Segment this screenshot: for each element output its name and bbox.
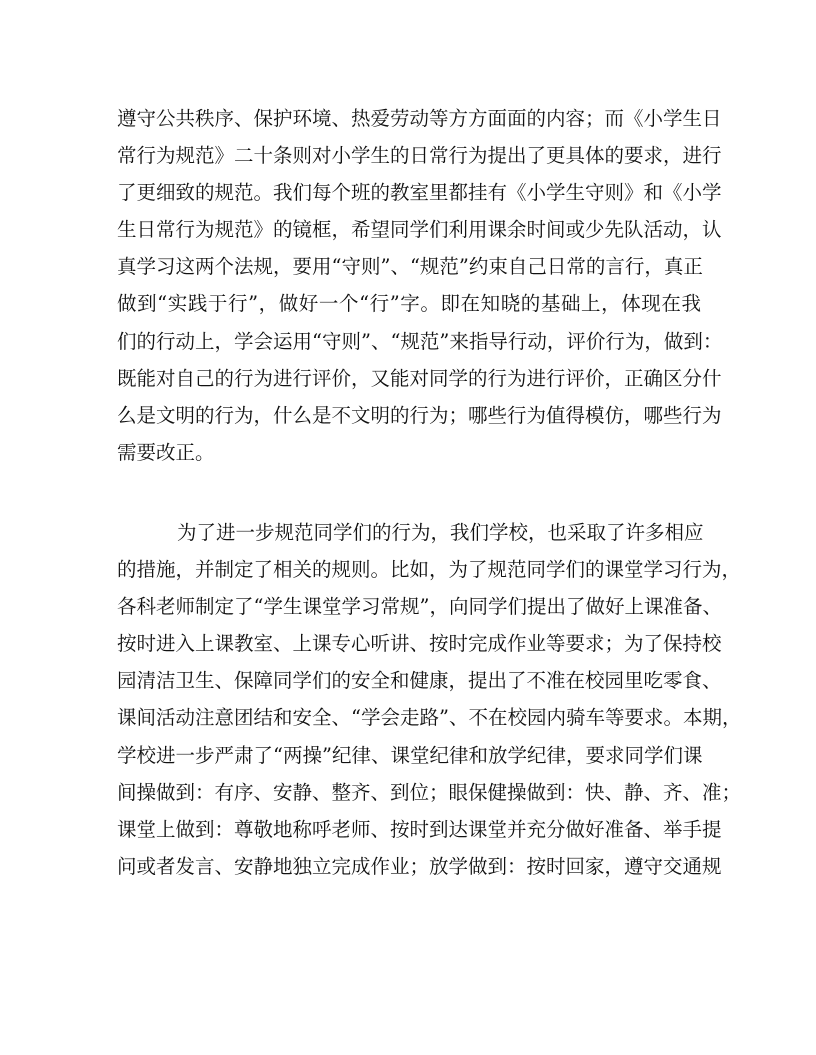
text-line: 遵守公共秩序、保护环境、热爱劳动等方方面面的内容；而《小学生日 (117, 107, 722, 130)
text-line: 生日常行为规范》的镜框，希望同学们利用课余时间或少先队活动，认 (117, 218, 722, 242)
text-line: 园清洁卫生、保障同学们的安全和健康，提出了不准在校园里吃零食、 (117, 669, 722, 693)
paragraph-1 (117, 106, 723, 477)
text-line: 学校进一步严肃了“两操”纪律、课堂纪律和放学纪律，要求同学们课 (117, 743, 703, 767)
text-line: 为了进一步规范同学们的行为，我们学校，也采取了许多相应 (177, 521, 704, 544)
text-line: 们的行动上，学会运用“守则”、“规范”来指导行动，评价行为，做到： (117, 329, 723, 353)
text-line: 做到“实践于行”，做好一个“行”字。即在知晓的基础上，体现在我 (117, 292, 701, 316)
text-line: 么是文明的行为，什么是不文明的行为；哪些行为值得模仿，哪些行为 (117, 403, 722, 427)
text-line: 课间活动注意团结和安全、“学会走路”、不在校园内骑车等要求。本期， (117, 706, 742, 730)
text-line: 需要改正。 (117, 440, 215, 464)
text-line: 既能对自己的行为进行评价，又能对同学的行为进行评价，正确区分什 (117, 366, 722, 390)
text-line: 课堂上做到：尊敬地称呼老师、按时到达课堂并充分做好准备、举手提 (117, 817, 722, 841)
paragraph-2 (117, 520, 742, 891)
text-line: 真学习这两个法规，要用“守则”、“规范”约束自己日常的言行，真正 (117, 255, 703, 279)
text-line: 的措施，并制定了相关的规则。比如，为了规范同学们的课堂学习行为， (117, 558, 742, 582)
text-line: 了更细致的规范。我们每个班的教室里都挂有《小学生守则》和《小学 (117, 181, 722, 205)
text-line: 问或者发言、安静地独立完成作业；放学做到：按时回家，遵守交通规 (117, 854, 722, 878)
text-line: 各科老师制定了“学生课堂学习常规”，向同学们提出了做好上课准备、 (117, 595, 722, 619)
text-line: 按时进入上课教室、上课专心听讲、按时完成作业等要求；为了保持校 (117, 632, 722, 656)
text-line: 常行为规范》二十条则对小学生的日常行为提出了更具体的要求，进行 (117, 144, 722, 168)
text-line: 间操做到：有序、安静、整齐、到位；眼保健操做到：快、静、齐、准； (117, 780, 742, 804)
